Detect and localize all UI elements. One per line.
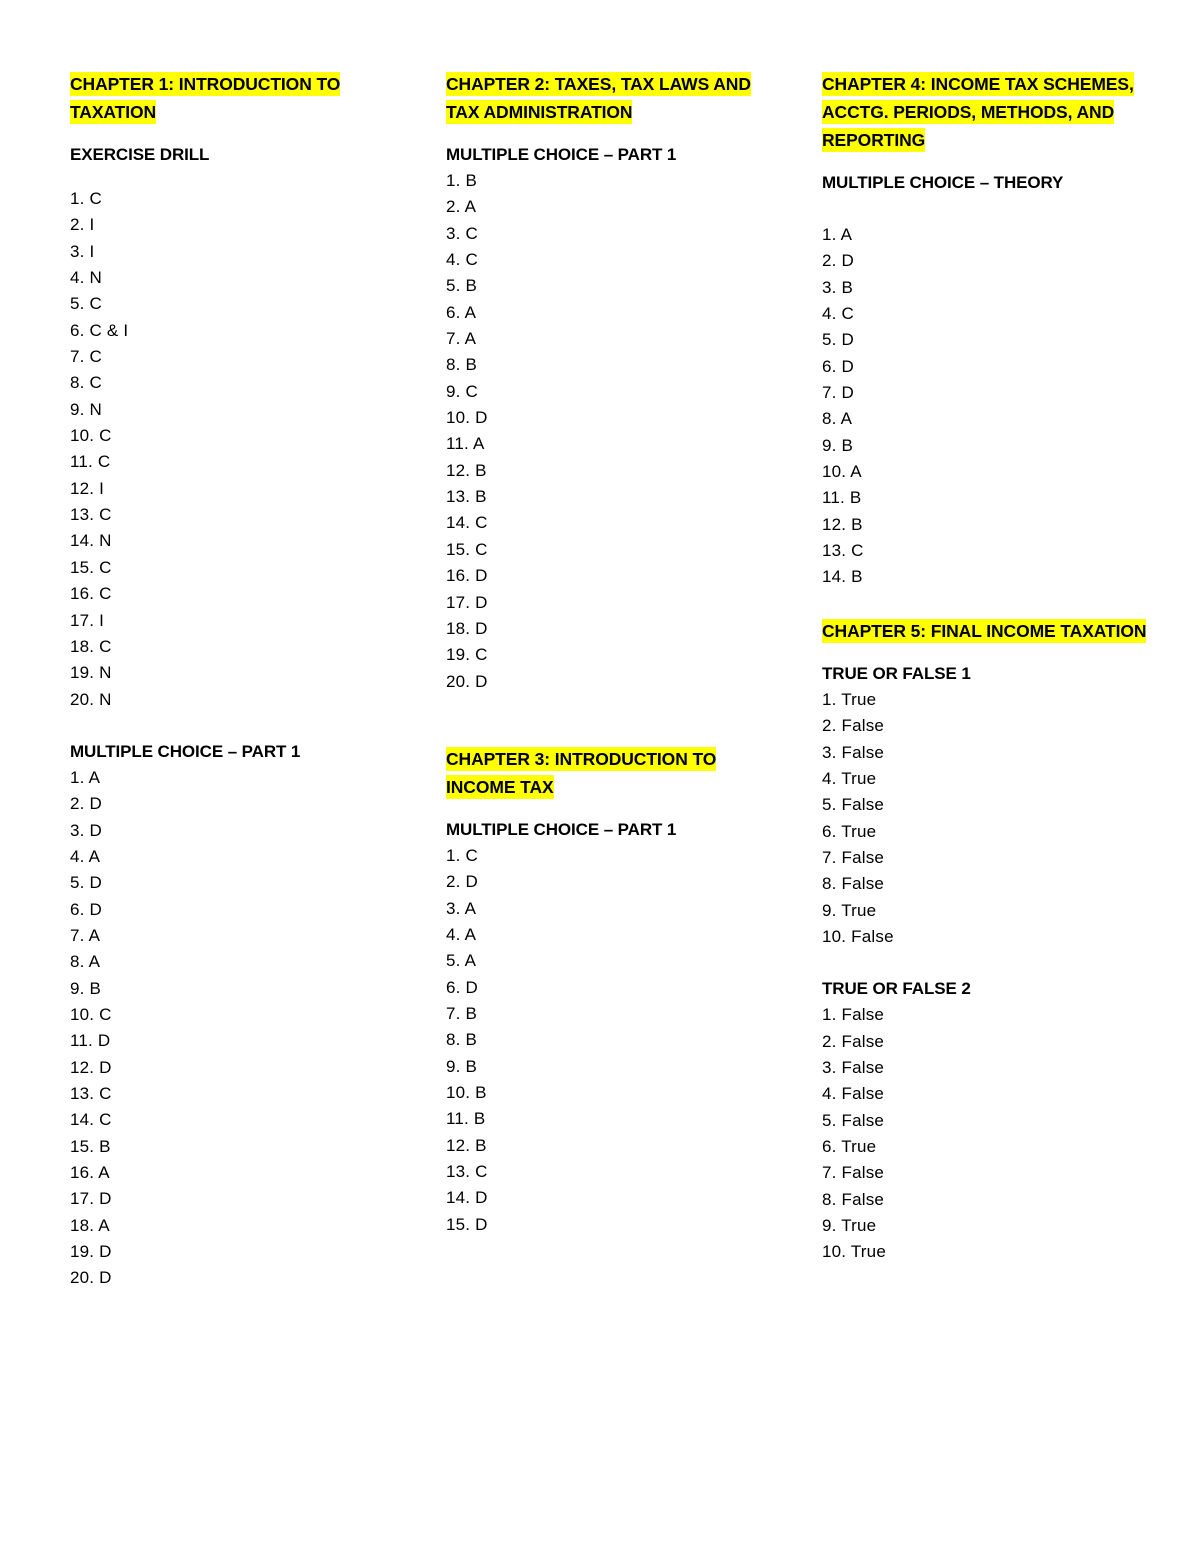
ch3-multiple-choice-list [446, 843, 776, 1238]
answer-item: 2. D [446, 872, 478, 892]
answer-item: 9. B [446, 1056, 478, 1076]
answer-item: 1. True [822, 689, 877, 709]
chapter-1-title [70, 70, 400, 126]
answer-item: 16. D [446, 566, 488, 586]
answer-item: 7. A [70, 925, 101, 945]
column-3 [822, 70, 1152, 1266]
answer-item: 16. C [70, 584, 112, 604]
answer-item: 13. C [70, 505, 112, 525]
answer-item: 7. A [446, 329, 477, 349]
ch1-multiple-choice-heading: MULTIPLE CHOICE – PART 1 [70, 741, 301, 761]
answer-item: 3. False [822, 742, 885, 762]
answer-item: 17. D [70, 1189, 112, 1209]
answer-item: 15. B [70, 1136, 111, 1156]
answer-item: 20. D [446, 671, 488, 691]
answer-item: 8. A [70, 952, 101, 972]
ch2-multiple-choice-heading: MULTIPLE CHOICE – PART 1 [446, 145, 677, 164]
answer-item: 11. C [70, 452, 111, 472]
answer-item: 10. B [446, 1082, 487, 1102]
answer-item: 11. D [70, 1031, 111, 1051]
answer-item: 4. True [822, 768, 877, 788]
answer-item: 14. B [822, 567, 863, 587]
answer-item: 3. B [822, 277, 854, 297]
answer-item: 18. A [70, 1215, 110, 1235]
answer-item: 5. D [822, 330, 854, 350]
ch5-true-false-1-heading: TRUE OR FALSE 1 [822, 663, 971, 683]
answer-item: 5. D [70, 873, 102, 893]
answer-item: 6. D [70, 899, 102, 919]
answer-item: 2. D [70, 794, 102, 814]
answer-item: 15. C [70, 557, 112, 577]
answer-item: 20. N [70, 689, 112, 709]
chapter-5-title-text: CHAPTER 5: FINAL INCOME TAXATION [822, 620, 1147, 641]
answer-item: 13. B [446, 487, 487, 507]
answer-item: 19. C [446, 645, 488, 665]
answer-item: 8. B [446, 355, 478, 375]
chapter-2-title-text: CHAPTER 2: TAXES, TAX LAWS AND TAX ADMINISTRATION [446, 74, 751, 122]
answer-item: 12. I [70, 478, 105, 498]
answer-item: 4. N [70, 268, 102, 288]
answer-item: 2. D [822, 251, 854, 271]
answer-item: 16. A [70, 1163, 110, 1183]
ch1-exercise-drill-heading: EXERCISE DRILL [70, 145, 210, 164]
ch4-theory-list [822, 222, 1152, 591]
answer-item: 6. True [822, 1136, 877, 1156]
chapter-4-title-text: CHAPTER 4: INCOME TAX SCHEMES, ACCTG. PERIODS, METHODS, AND REPORTING [822, 74, 1134, 150]
answer-item: 7. False [822, 1163, 885, 1183]
answer-item: 2. I [70, 215, 95, 235]
answer-item: 4. A [70, 846, 101, 866]
answer-item: 13. C [822, 541, 864, 561]
answer-item: 19. N [70, 663, 112, 683]
answer-item: 1. A [822, 225, 853, 244]
ch1-multiple-choice-list [70, 765, 400, 1292]
answer-item: 18. D [446, 618, 488, 638]
answer-item: 14. D [446, 1188, 488, 1208]
answer-item: 9. True [822, 1216, 877, 1235]
answer-item: 10. C [70, 1004, 112, 1024]
ch5-true-false-2-heading: TRUE OR FALSE 2 [822, 979, 971, 999]
answer-item: 8. False [822, 874, 885, 894]
answer-item: 4. A [446, 924, 477, 944]
chapter-5-title [822, 617, 1152, 645]
answer-item: 1. C [446, 845, 478, 865]
chapter-3-title-text: CHAPTER 3: INTRODUCTION TO INCOME TAX [446, 748, 717, 797]
chapter-4-title [822, 70, 1152, 154]
ch1-exercise-drill-list [70, 186, 400, 713]
answer-item: 14. N [70, 531, 112, 551]
ch2-multiple-choice-list [446, 168, 776, 695]
answer-item: 5. False [822, 795, 885, 815]
answer-item: 15. D [446, 1214, 488, 1234]
answer-item: 10. True [822, 1242, 886, 1262]
chapter-1-title-text: CHAPTER 1: INTRODUCTION TO TAXATION [70, 74, 341, 122]
answer-item: 6. True [822, 821, 877, 841]
answer-item: 10. D [446, 408, 488, 428]
answer-item: 3. I [70, 241, 95, 261]
answer-item: 5. A [446, 951, 477, 971]
answer-item: 7. B [446, 1003, 478, 1023]
answer-item: 12. B [822, 514, 863, 534]
answer-item: 7. D [822, 383, 854, 403]
answer-item: 1. C [70, 189, 102, 208]
answer-item: 11. A [446, 434, 485, 454]
answer-item: 10. A [822, 462, 862, 482]
column-1 [70, 70, 400, 1292]
answer-item: 17. I [70, 610, 105, 630]
answer-item: 7. C [70, 347, 102, 367]
answer-item: 8. False [822, 1189, 885, 1209]
answer-item: 13. C [70, 1084, 112, 1103]
ch3-multiple-choice-heading: MULTIPLE CHOICE – PART 1 [446, 819, 677, 839]
answer-item: 7. False [822, 847, 885, 867]
answer-item: 4. C [446, 250, 478, 270]
answer-item: 17. D [446, 592, 488, 612]
answer-item: 6. C & I [70, 320, 129, 340]
answer-item: 9. True [822, 900, 877, 920]
answer-item: 9. B [822, 435, 854, 455]
answer-item: 15. C [446, 539, 488, 559]
answer-item: 5. False [822, 1110, 885, 1130]
answer-item: 10. False [822, 926, 894, 946]
answer-item: 2. False [822, 716, 885, 736]
answer-item: 14. C [446, 513, 488, 533]
answer-item: 3. C [446, 223, 478, 243]
answer-item: 3. False [822, 1057, 885, 1077]
answer-item: 20. D [70, 1268, 112, 1288]
answer-item: 6. D [446, 977, 478, 997]
chapter-2-title [446, 70, 776, 126]
answer-item: 5. C [70, 294, 102, 314]
answer-item: 12. B [446, 460, 487, 480]
answer-item: 4. False [822, 1084, 885, 1104]
answer-item: 19. D [70, 1242, 112, 1262]
answer-item: 3. D [70, 820, 102, 840]
answer-item: 8. A [822, 409, 853, 429]
chapter-3-title [446, 745, 776, 801]
answer-item: 18. C [70, 636, 112, 656]
answer-item: 8. C [70, 373, 102, 393]
ch5-true-false-1-list [822, 687, 1152, 950]
answer-item: 11. B [822, 488, 862, 508]
answer-item: 9. C [446, 381, 478, 401]
ch5-true-false-2-list [822, 1002, 1152, 1265]
answer-item: 4. C [822, 304, 854, 324]
answer-item: 9. B [70, 978, 102, 998]
column-2 [446, 70, 776, 1238]
answer-item: 1. A [70, 767, 101, 787]
ch4-theory-heading: MULTIPLE CHOICE – THEORY [822, 173, 1064, 192]
answer-item: 6. A [446, 302, 477, 322]
answer-item: 13. C [446, 1162, 488, 1181]
answer-item: 3. A [446, 898, 477, 918]
answer-item: 9. N [70, 399, 102, 419]
answer-item: 12. B [446, 1135, 487, 1155]
answer-item: 12. D [70, 1057, 112, 1077]
answer-item: 5. B [446, 276, 478, 296]
answer-item: 10. C [70, 426, 112, 446]
answer-item: 8. B [446, 1030, 478, 1050]
answer-item: 2. A [446, 197, 477, 217]
answer-item: 14. C [70, 1110, 112, 1130]
answer-item: 1. False [822, 1005, 885, 1025]
answer-item: 2. False [822, 1031, 885, 1051]
answer-item: 6. D [822, 356, 854, 376]
answer-item: 1. B [446, 171, 478, 190]
answer-item: 11. B [446, 1109, 486, 1129]
